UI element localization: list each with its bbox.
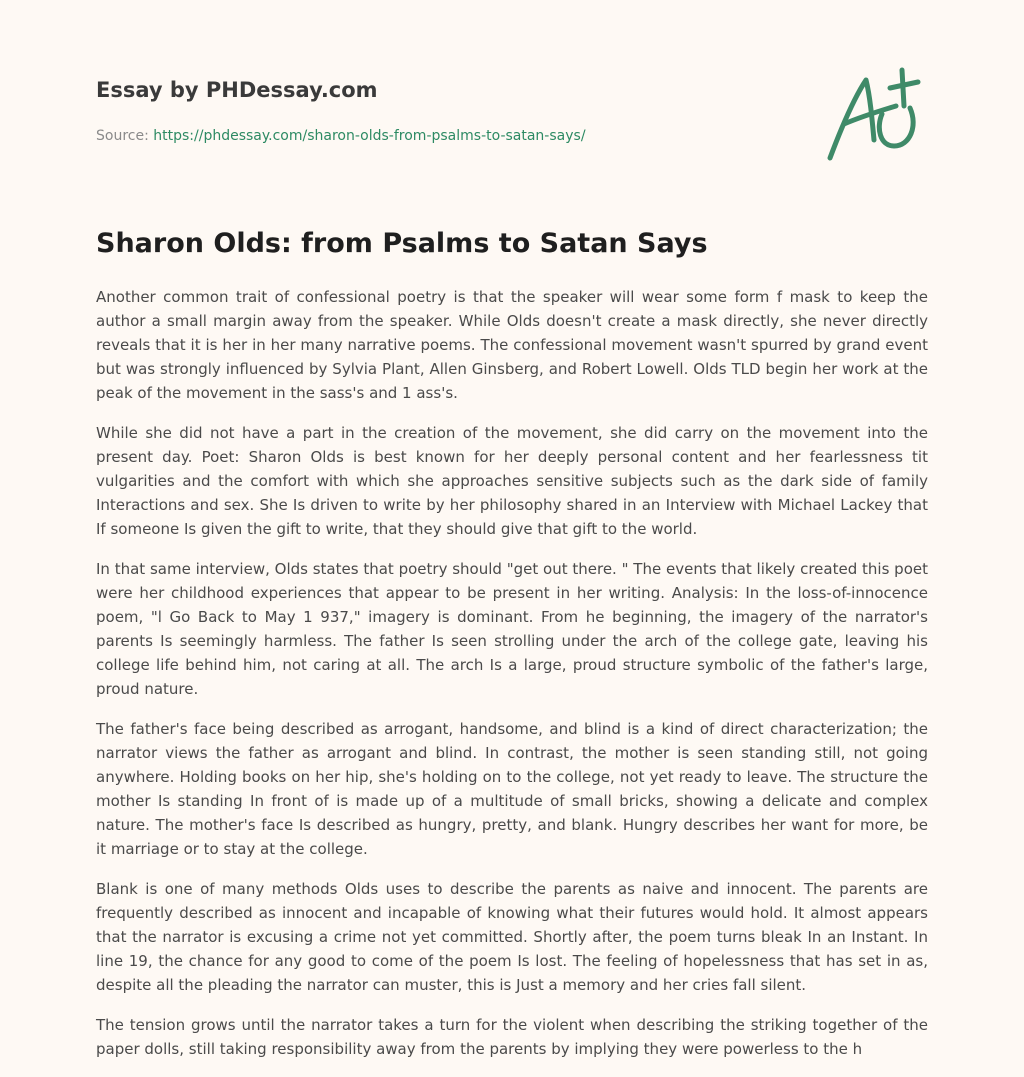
essay-title: Sharon Olds: from Psalms to Satan Says [96, 228, 708, 259]
source-line [96, 126, 796, 146]
essay-paragraph: Blank is one of many methods Olds uses to describe the parents as naive and innocent. The parents are frequently described as innocent and incapable of knowing what their futures would hold. It almost appears that the narrator is excusing a crime not yet committed. Shortly after, the poem turns bleak In an Instant. In line 19, the chance for any good to come of the poem Is lost. The feeling of hopelessness that has set in as, despite all the pleading the narrator can muster, this is Just a memory and her cries fall silent. [96, 880, 928, 994]
essay-body [96, 285, 928, 1077]
a-plus-logo-icon [820, 66, 930, 166]
source-label: Source: [96, 128, 149, 144]
essay-paragraph: The father's face being described as arrogant, handsome, and blind is a kind of direct characterization; the narrator views the father as arrogant and blind. In contrast, the mother is seen standing still, not going anywhere. Holding books on her hip, she's holding on to the college, not yet ready to leave. The structure the mother Is standing In front of is made up of a multitude of small bricks, showing a delicate and complex nature. The mother's face Is described as hungry, pretty, and blank. Hungry describes her want for more, be it marriage or to stay at the college. [96, 720, 928, 858]
source-link[interactable]: https://phdessay.com/sharon-olds-from-psalms-to-satan-says/ [153, 128, 586, 144]
essay-paragraph: While she did not have a part in the creation of the movement, she did carry on the movement into the present day. Poet: Sharon Olds is best known for her deeply personal content and her fearlessness tit vulgarities and the comfort with which she approaches sensitive subjects such as the dark side of family Interactions and sex. She Is driven to write by her philosophy shared in an Interview with Michael Lackey that If someone Is given the gift to write, that they should give that gift to the world. [96, 424, 928, 538]
site-header [96, 76, 796, 146]
brand-title: Essay by PHDessay.com [96, 78, 378, 102]
essay-paragraph: The tension grows until the narrator takes a turn for the violent when describing the striking together of the paper dolls, still taking responsibility away from the parents by implying they were powerless to the h [96, 1016, 928, 1058]
essay-paragraph: In that same interview, Olds states that poetry should "get out there. " The events that likely created this poet were her childhood experiences that appear to be present in her writing. Analysis: In the loss-of-innocence poem, "l Go Back to May 1 937," imagery is dominant. From he beginning, the imagery of the narrator's parents Is seemingly harmless. The father Is seen strolling under the arch of the college gate, leaving his college life behind him, not caring at all. The arch Is a large, proud structure symbolic of the father's large, proud nature. [96, 560, 928, 698]
essay-paragraph: Another common trait of confessional poetry is that the speaker will wear some form f mask to keep the author a small margin away from the speaker. While Olds doesn't create a mask directly, she never directly reveals that it is her in her many narrative poems. The confessional movement wasn't spurred by grand event but was strongly influenced by Sylvia Plant, Allen Ginsberg, and Robert Lowell. Olds TLD begin her work at the peak of the movement in the sass's and 1 ass's. [96, 288, 928, 402]
